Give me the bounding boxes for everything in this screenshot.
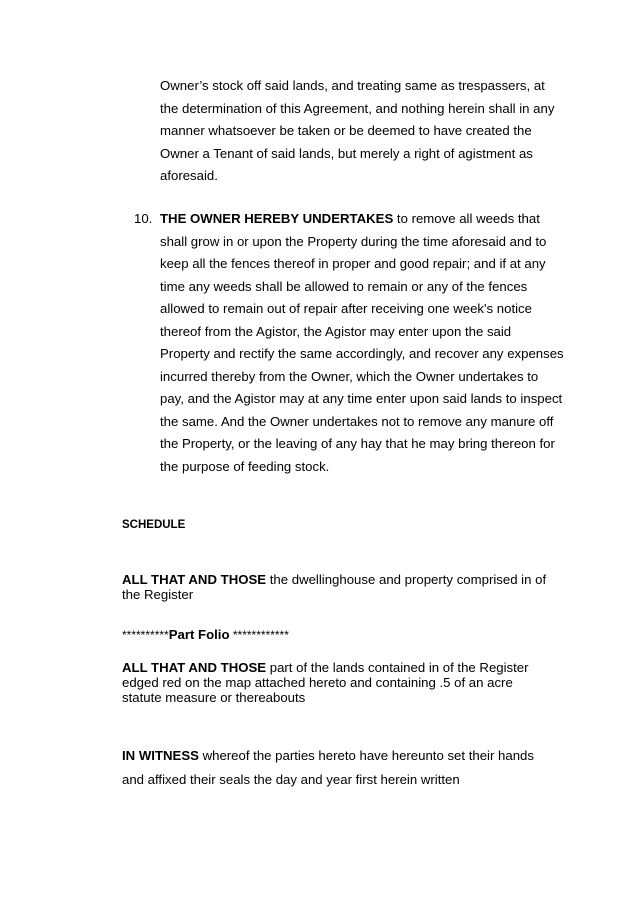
continuation-paragraph: Owner’s stock off said lands, and treating same as trespassers, at the determination of this Agreement, and nothing herein shall in any manner whatsoever be taken or be deemed to have created the Owner a Tenant of said lands, but merely a right of agistment as aforesaid.: [160, 78, 555, 183]
clause-10: [134, 208, 564, 478]
clause-number: 10.: [134, 211, 153, 226]
schedule-item-1-bold: ALL THAT AND THOSE: [122, 572, 267, 587]
clause-10-text: [160, 208, 564, 478]
witness-clause: [122, 744, 552, 792]
schedule-item-1-text: the dwellinghouse and property comprised in of the Register: [122, 572, 547, 602]
witness-bold: IN WITNESS: [122, 748, 199, 763]
clause-10-heading: THE OWNER HEREBY UNDERTAKES: [160, 211, 394, 226]
part-folio-line: [122, 627, 289, 643]
part-folio-suffix: ************: [229, 628, 289, 642]
schedule-item-2-bold: ALL THAT AND THOSE: [122, 660, 267, 675]
schedule-item-1: [122, 572, 552, 602]
schedule-item-2: [122, 660, 552, 705]
part-folio-prefix: **********: [122, 628, 169, 642]
part-folio-label: Part Folio: [168, 627, 230, 642]
clause-10-body: to remove all weeds that shall grow in or upon the Property during the time aforesaid and to keep all the fences thereof in proper and good repair; and if at any time any weeds shall be allowed to remain or any of the fences allowed to remain out of repair after receiving one week's notice thereof from the Agistor, the Agistor may enter upon the said Property and rectify the same accordingly, and recover any expenses incurred thereby from the Owner, which the Owner undertakes to pay, and the Agistor may at any time enter upon said lands to inspect the same. And the Owner undertakes not to remove any manure off the Property, or the leaving of any hay that he may bring thereon for the purpose of feeding stock.: [160, 211, 564, 474]
schedule-item-2-text: part of the lands contained in of the Register edged red on the map attached hereto and containing .5 of an acre statute measure or thereabouts: [122, 660, 529, 705]
schedule-heading: SCHEDULE: [122, 519, 186, 531]
witness-text: whereof the parties hereto have hereunto set their hands and affixed their seals the day and year first herein written: [122, 748, 534, 787]
